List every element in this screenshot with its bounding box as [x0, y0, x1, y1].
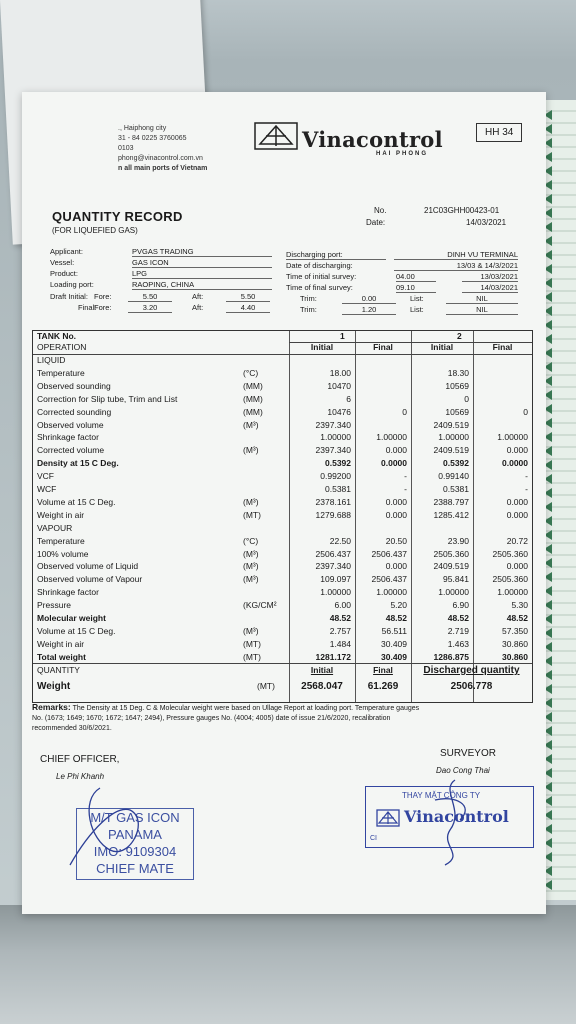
product-value: LPG [132, 269, 272, 279]
tank2-initial: 2388.797 [433, 496, 469, 507]
col-initial-2: Initial [430, 342, 454, 352]
date-discharging-value: 13/03 & 14/3/2021 [394, 261, 518, 271]
remarks-label: Remarks: [32, 702, 71, 712]
table-row [33, 587, 532, 598]
fore-label: Fore: [94, 292, 112, 301]
tank2-initial: 10569 [445, 380, 469, 391]
row-unit: (MM) [243, 406, 263, 417]
weight-row [33, 681, 532, 692]
applicant-value: PVGAS TRADING [132, 247, 272, 257]
tank1-final: 0.000 [385, 509, 407, 520]
row-label: Temperature [37, 367, 85, 378]
tank2-initial: 48.52 [447, 613, 469, 623]
tank2-initial: 0.99140 [438, 471, 469, 482]
table-row [33, 381, 532, 392]
tank1-initial: 2506.437 [315, 548, 351, 559]
tank2-initial: 95.841 [443, 574, 469, 585]
q-final-label: Final [373, 665, 393, 675]
aft-initial: 5.50 [226, 292, 270, 302]
tank1-initial: 6.00 [334, 600, 351, 611]
tank2-initial: 1.463 [447, 638, 469, 649]
row-label: Correction for Slip tube, Trim and List [37, 393, 178, 404]
operation-label: OPERATION [37, 342, 87, 352]
tank2-final: - [525, 484, 528, 494]
row-label: Shrinkage factor [37, 587, 99, 598]
row-unit: (°C) [243, 535, 259, 546]
page-subtitle: (FOR LIQUEFIED GAS) [52, 226, 138, 235]
tank2-initial: 2409.519 [433, 561, 469, 572]
tank1-initial: 2378.161 [315, 496, 351, 507]
quantity-row [33, 665, 532, 676]
table-row [33, 355, 532, 366]
tank1-initial: 109.097 [320, 574, 351, 585]
time-initial-label: Time of initial survey: [286, 272, 357, 281]
table-header-tank [33, 331, 532, 342]
product-label: Product: [50, 269, 78, 278]
table-row [33, 368, 532, 379]
tank2-initial: 1.00000 [438, 432, 469, 443]
applicant-label: Applicant: [50, 247, 83, 256]
discharging-port-label: Discharging port: [286, 250, 386, 260]
tank1-initial: 10470 [327, 380, 351, 391]
list-label: List: [410, 294, 424, 303]
address-line: n all main ports of Vietnam [118, 165, 208, 172]
tank1-final: 48.52 [385, 613, 407, 623]
table-header-operation [33, 342, 532, 353]
q-initial-value: 2568.047 [301, 681, 343, 692]
row-unit: (MM) [243, 380, 263, 391]
row-unit: (MT) [243, 509, 261, 520]
row-label: Shrinkage factor [37, 432, 99, 443]
row-label: VCF [37, 471, 54, 482]
table-row [33, 536, 532, 547]
row-unit: (M³) [243, 496, 259, 507]
time-initial-date: 13/03/2021 [462, 272, 518, 282]
tank1-final: - [404, 471, 407, 482]
tank2-final: 1.00000 [497, 432, 528, 443]
time-final-date: 14/03/2021 [462, 283, 518, 293]
row-unit: (M³) [243, 561, 259, 572]
surveyor-name: Dao Cong Thai [436, 766, 490, 775]
chief-officer-title: CHIEF OFFICER, [40, 754, 120, 765]
surveyor-signature [405, 770, 495, 870]
tank1-final: 2506.437 [371, 574, 407, 585]
tank2-final: 30.860 [502, 638, 528, 649]
tank1-initial: 2397.340 [315, 445, 351, 456]
list-final: NIL [446, 305, 518, 315]
tank2-final: 57.350 [502, 625, 528, 636]
tank1-final: 1.00000 [376, 587, 407, 598]
form-code-box: HH 34 [476, 123, 522, 142]
tank2-initial: 1285.412 [433, 509, 469, 520]
tank2-final: 0 [523, 406, 528, 417]
tank1-initial: 18.00 [329, 367, 351, 378]
col-final-1: Final [373, 342, 393, 352]
table-row [33, 639, 532, 650]
row-label: Corrected sounding [37, 406, 112, 417]
tank1-initial: 2397.340 [315, 561, 351, 572]
total-line [33, 663, 532, 664]
address-block [118, 124, 207, 174]
tank1-final: 0.0000 [381, 458, 407, 469]
col-initial-1: Initial [310, 342, 334, 352]
time-final-label: Time of final survey: [286, 283, 353, 292]
loading-port-value: RAOPING, CHINA [132, 280, 272, 290]
tank2-final: 5.30 [511, 600, 528, 611]
trim-final: 1.20 [342, 305, 396, 315]
tank2-initial: 1.00000 [438, 587, 469, 598]
tank-2-label: 2 [457, 331, 462, 341]
address-line: 31 - 84 0225 3760065 [118, 135, 187, 142]
vc-stamp-code: CI [370, 835, 377, 842]
q-final-value: 61.269 [367, 681, 399, 692]
tank1-initial: 1.00000 [320, 432, 351, 443]
row-label: Weight in air [37, 509, 85, 520]
table-row [33, 458, 532, 469]
table-row [33, 510, 532, 521]
row-unit: (MT) [243, 638, 261, 649]
table-row [33, 394, 532, 405]
vessel-value: GAS ICON [132, 258, 272, 268]
tank1-initial: 1.484 [329, 638, 351, 649]
tank2-initial: 10569 [445, 406, 469, 417]
vinacontrol-logo-icon [254, 122, 298, 150]
address-line: 0103 [118, 145, 134, 152]
discharged-value: 2506.778 [450, 681, 493, 692]
row-unit: (MM) [243, 393, 263, 404]
tank2-initial: 0.5392 [443, 458, 469, 469]
logo-text: Vinacontrol [302, 127, 443, 152]
row-unit: (M³) [243, 419, 259, 430]
remarks-line: No. (1673; 1649; 1670; 1672; 1647; 2494), Pressure gauges No. (4004; 4005) date of issue 21/6/2020, recalibration [32, 715, 391, 722]
tank2-final: 0.0000 [502, 458, 528, 469]
tank2-initial: 2409.519 [433, 445, 469, 456]
tank2-final: - [525, 471, 528, 482]
tank2-final: 2505.360 [492, 574, 528, 585]
fore-final: 3.20 [128, 303, 172, 313]
tank1-final: 0.000 [385, 496, 407, 507]
quantity-table [32, 330, 533, 703]
table-row [33, 484, 532, 495]
tank2-initial: 23.90 [447, 535, 469, 546]
table-row [33, 471, 532, 482]
tank2-final: 0.000 [506, 561, 528, 572]
doc-no-label: No. [374, 206, 387, 215]
row-label: Volume at 15 C Deg. [37, 625, 116, 636]
row-label: Molecular weight [37, 613, 106, 623]
table-row [33, 420, 532, 431]
tank2-initial: 6.90 [452, 600, 469, 611]
date-discharging-label: Date of discharging: [286, 261, 353, 270]
table-row [33, 445, 532, 456]
table-row [33, 549, 532, 560]
stamp-line: M/T GAS ICON [90, 810, 180, 825]
address-line: phong@vinacontrol.com.vn [118, 155, 203, 162]
tank1-initial: 0.99200 [320, 471, 351, 482]
remarks-block [32, 702, 537, 734]
tank1-initial: 1279.688 [315, 509, 351, 520]
row-unit: (M³) [243, 548, 259, 559]
list-initial: NIL [446, 294, 518, 304]
trim-label: Trim: [300, 294, 317, 303]
quantity-label: QUANTITY [37, 665, 80, 675]
vc-stamp-logo: Vinacontrol [404, 807, 509, 826]
row-unit: (KG/CM² [243, 600, 277, 611]
table-row [33, 432, 532, 443]
weight-unit: (MT) [257, 681, 275, 691]
tank2-initial: 0 [464, 393, 469, 404]
weight-label: Weight [37, 681, 71, 692]
tank2-initial: 2.719 [447, 625, 469, 636]
row-label: Corrected volume [37, 445, 105, 456]
doc-date-label: Date: [366, 218, 386, 227]
logo-subtext: HAI PHONG [376, 151, 429, 157]
table-row [33, 561, 532, 572]
tank2-final: 30.860 [502, 651, 528, 662]
tank1-final: - [404, 484, 407, 494]
tank1-initial: 10476 [327, 406, 351, 417]
tank1-final: 30.409 [381, 638, 407, 649]
tank2-final: 0.000 [506, 509, 528, 520]
tank1-initial: 22.50 [329, 535, 351, 546]
chief-officer-name: Le Phi Khanh [56, 772, 105, 781]
doc-no-value: 21C03GHH00423-01 [424, 206, 500, 215]
table-row [33, 407, 532, 418]
table-row [33, 497, 532, 508]
stamp-line: IMO: 9109304 [93, 844, 177, 859]
row-label: Observed volume [37, 419, 104, 430]
table-row [33, 613, 532, 624]
trim-label: Trim: [300, 305, 317, 314]
tank1-initial: 2397.340 [315, 419, 351, 430]
row-label: Pressure [37, 600, 72, 611]
page-title: QUANTITY RECORD [52, 209, 183, 224]
table-row [33, 652, 532, 663]
fore-initial: 5.50 [128, 292, 172, 302]
tank2-final: 0.000 [506, 445, 528, 456]
tank1-final: 0.000 [385, 445, 407, 456]
list-label: List: [410, 305, 424, 314]
tank1-final: 30.409 [381, 651, 407, 662]
stamp-line: PANAMA [108, 827, 162, 842]
tank1-final: 0.000 [385, 561, 407, 572]
fore-label: Fore: [94, 303, 112, 312]
tank1-initial: 1.00000 [320, 587, 351, 598]
row-label: Observed volume of Liquid [37, 561, 139, 572]
row-label: Weight in air [37, 638, 85, 649]
aft-label: Aft: [192, 292, 204, 301]
tank-1-label: 1 [340, 331, 345, 341]
tank1-initial: 1281.172 [315, 651, 351, 662]
row-label: VAPOUR [37, 522, 73, 533]
table-row [33, 523, 532, 534]
row-unit: (°C) [243, 367, 259, 378]
discharged-label: Discharged quantity [423, 665, 520, 676]
row-label: Density at 15 C Deg. [37, 458, 119, 469]
row-unit: (M³) [243, 574, 259, 585]
tank2-initial: 2505.360 [433, 548, 469, 559]
tank2-initial: 18.30 [447, 367, 469, 378]
aft-label: Aft: [192, 303, 204, 312]
tank2-final: 20.72 [506, 535, 528, 546]
q-initial-label: Initial [310, 665, 334, 675]
time-final-value: 09.10 [396, 283, 436, 293]
discharging-port-value: DINH VU TERMINAL [394, 250, 518, 260]
row-label: Temperature [37, 535, 85, 546]
vessel-label: Vessel: [50, 258, 75, 267]
row-label: Observed volume of Vapour [37, 574, 143, 585]
row-label: Total weight [37, 651, 86, 662]
col-final-2: Final [492, 342, 513, 352]
draft-initial-label: Draft Initial: [50, 292, 88, 301]
time-initial-value: 04.00 [396, 272, 436, 282]
desk-surface [0, 905, 576, 1024]
tank1-final: 0 [402, 406, 407, 417]
table-row [33, 574, 532, 585]
row-label: Observed sounding [37, 380, 111, 391]
surveyor-title: SURVEYOR [440, 748, 496, 759]
address-line: ., Haiphong city [118, 125, 167, 132]
tank2-initial: 1286.875 [433, 651, 469, 662]
stamp-line: CHIEF MATE [96, 861, 174, 876]
tank1-initial: 2.757 [329, 625, 351, 636]
tank2-final: 2505.360 [492, 548, 528, 559]
row-label: Volume at 15 C Deg. [37, 496, 116, 507]
tank1-final: 20.50 [385, 535, 407, 546]
row-label: WCF [37, 484, 57, 494]
tank1-final: 5.20 [390, 600, 407, 611]
tank1-initial: 48.52 [329, 613, 351, 623]
table-row [33, 626, 532, 637]
remarks-line: recommended 30/6/2021. [32, 725, 112, 732]
row-unit: (MT) [243, 651, 261, 662]
tank2-final: 0.000 [506, 496, 528, 507]
doc-date-value: 14/03/2021 [466, 218, 507, 227]
row-unit: (M³) [243, 445, 259, 456]
remarks-line: The Density at 15 Deg. C & Molecular weight were based on Ullage Report at loading port. Temperature gauges [72, 705, 420, 712]
tank2-initial: 0.5381 [443, 484, 469, 494]
tank1-initial: 0.5381 [325, 484, 351, 494]
loading-port-label: Loading port: [50, 280, 94, 289]
tank1-final: 56.511 [381, 625, 407, 636]
tank2-final: 48.52 [506, 613, 528, 623]
aft-final: 4.40 [226, 303, 270, 313]
vc-stamp-top: THAY MẶT CÔNG TY [402, 791, 481, 800]
chief-officer-signature [60, 780, 180, 870]
tank2-initial: 2409.519 [433, 419, 469, 430]
tank2-final: 1.00000 [497, 587, 528, 598]
tank1-initial: 6 [346, 393, 351, 404]
draft-final-label: Final: [78, 303, 97, 312]
table-row [33, 600, 532, 611]
row-label: 100% volume [37, 548, 89, 559]
vc-stamp-logo-icon [376, 809, 400, 827]
tank1-initial: 0.5392 [325, 458, 351, 469]
tank1-final: 1.00000 [376, 432, 407, 443]
tank-no-label: TANK No. [37, 331, 77, 341]
row-label: LIQUID [37, 355, 66, 365]
tank1-final: 2506.437 [371, 548, 407, 559]
row-unit: (M³) [243, 625, 259, 636]
trim-initial: 0.00 [342, 294, 396, 304]
